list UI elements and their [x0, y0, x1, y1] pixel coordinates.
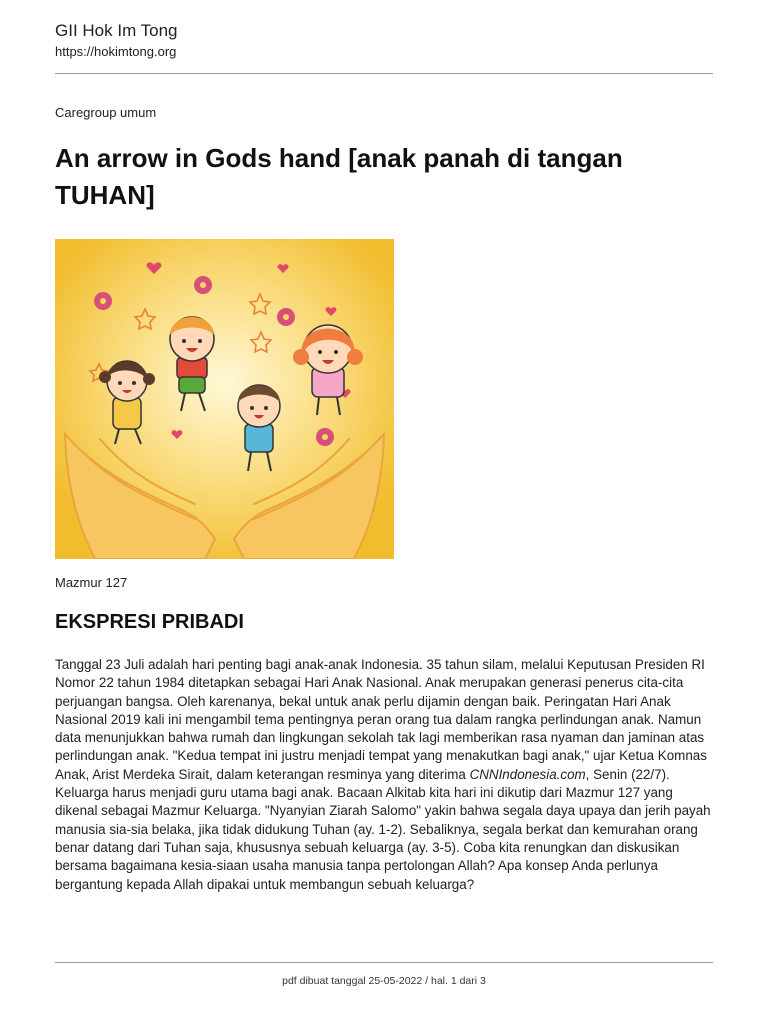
article-body	[55, 656, 715, 894]
section-heading: EKSPRESI PRIBADI	[55, 611, 244, 633]
pdf-footer: pdf dibuat tanggal 25-05-2022 / hal. 1 dari 3	[282, 975, 486, 987]
image-caption: Mazmur 127	[55, 575, 128, 590]
site-title: GII Hok Im Tong	[55, 21, 178, 40]
hands-children-illustration	[55, 239, 394, 559]
footer-divider	[55, 962, 713, 963]
article-title: An arrow in Gods hand [anak panah di tangan TUHAN]	[55, 143, 623, 210]
body-text-part-1: Tanggal 23 Juli adalah hari penting bagi anak-anak Indonesia. 35 tahun silam, melalui Keputusan Presiden RI Nomor 22 tahun 1984 ditetapkan sebagai Hari Anak Nasional. Anak merupakan generasi penerus cita-cita perjuangan bangsa. Oleh karenanya, bekal untuk anak perlu dijamin dengan baik. Peringatan Hari Anak Nasional 2019 kali ini mengambil tema pentingnya peran orang tua dalam rangka perlindungan anak. Namun data menunjukkan bahwa rumah dan lingkungan sekolah tak lagi memberikan rasa nyaman dan jaminan atas perlindungan anak. "Kedua tempat ini justru menjadi tempat yang menakutkan bagi anak," ujar Ketua Komnas Anak, Arist Merdeka Sirait, dalam keterangan resminya yang diterima	[55, 657, 707, 782]
source-link[interactable]: CNNIndonesia.com	[469, 766, 586, 782]
body-text-part-2: , Senin (22/7). Keluarga harus menjadi guru utama bagi anak. Bacaan Alkitab kita hari ini dikutip dari Mazmur 127 yang dikenal sebagai Mazmur Keluarga. "Nyanyian Ziarah Salomo" yakin bahwa segala daya upaya dan jerih payah manusia sia-sia belaka, jika tidak didukung Tuhan (ay. 1-2). Sebaliknya, segala berkat dan kemurahan orang benar datang dari Tuhan saja, khususnya sebuah keluarga (ay. 3-5). Coba kita renungkan dan diskusikan bersama bagaimana kesia-siaan usaha manusia tanpa pertolongan Allah? Apa konsep Anda perlunya bergantung kepada Allah dipakai untuk membangun sebuah keluarga?	[55, 766, 711, 892]
site-url[interactable]: https://hokimtong.org	[55, 44, 177, 59]
header-divider	[55, 73, 713, 74]
category-label[interactable]: Caregroup umum	[55, 105, 157, 120]
